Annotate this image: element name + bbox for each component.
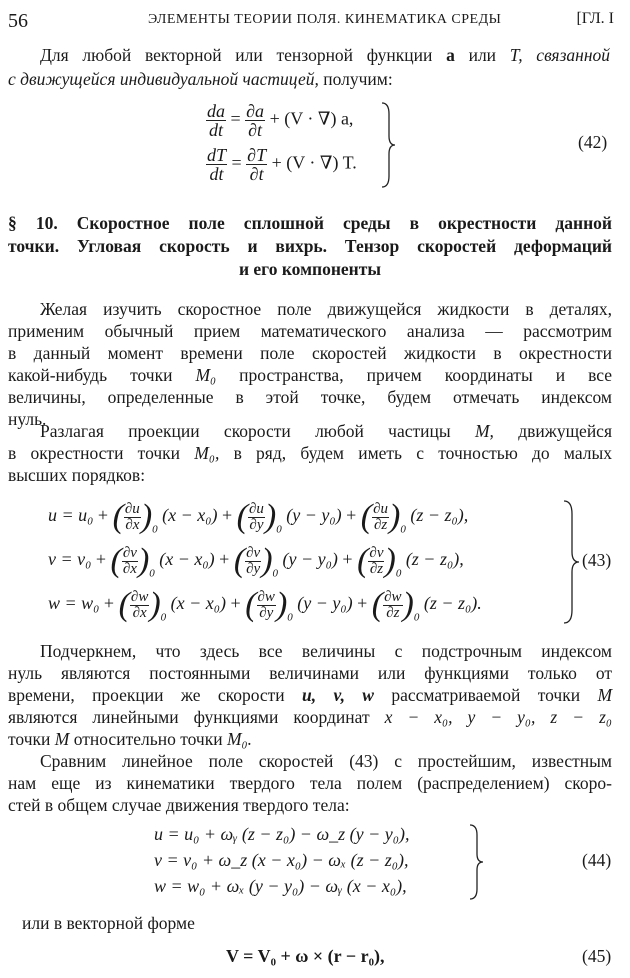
paragraph-2: Разлагая проекции скорости любой частицы M, движущейся в окрестности точки M₀, в ряд, будем иметь с точностью до малых высших порядков: xyxy=(8,421,613,485)
section-title-line-1: § 10. Скоростное поле сплошной среды в окрестности данной xyxy=(8,213,612,233)
running-title: ЭЛЕМЕНТЫ ТЕОРИИ ПОЛЯ. КИНЕМАТИКА СРЕДЫ xyxy=(148,12,502,27)
equation-42-row-1: $\frac{da}{dt}$ = $\frac{\partial a}{\partial t}$ + (V · ∇) a, xyxy=(207,101,354,140)
equation-44-row-2: v = v₀ + ω_z (x − x₀) − ωₓ (z − z₀), xyxy=(154,850,409,870)
equation-43-number: (43) xyxy=(582,550,612,570)
equation-43-brace xyxy=(562,498,580,626)
page-header xyxy=(8,10,614,34)
section-title xyxy=(8,212,612,281)
vector-form-intro: или в векторной форме xyxy=(22,913,195,933)
chapter-label: [ГЛ. I xyxy=(576,10,614,27)
equation-42-number: (42) xyxy=(578,132,608,152)
equation-43-row-2: v = v₀ + ( $\frac{\partial v}{\partial x}$ )$_0$ (x − x₀) + ( $\frac{\partial v}{\partial y}$ )$_0$ (y − y₀) + ( $\frac{\partial v}{\partial z}$ )$_0$ (z − z₀), xyxy=(48,542,464,580)
page-number: 56 xyxy=(8,10,28,32)
equation-44-row-3: w = w₀ + ωₓ (y − y₀) − ωᵧ (x − x₀), xyxy=(154,876,407,896)
equation-44-brace xyxy=(468,822,484,902)
equation-42-brace xyxy=(380,100,396,190)
equation-43-row-1: u = u₀ + ( $\frac{\partial u}{\partial x}$ )$_0$ (x − x₀) + ( $\frac{\partial u}{\partial y}$ )$_0$ (y − y₀) + ( $\frac{\partial u}{\partial z}$ )$_0$ (z − z₀), xyxy=(48,498,469,536)
paragraph-3: Подчеркнем, что здесь все величины с подстрочным индексом нуль являются постоянными величинами или функциями только от времени, проекции же скорости u, v, w рассматриваемой точки M являются линейными функциями координат x − x₀, y − y₀, z − z₀ точки M относительно точки M₀. xyxy=(8,641,613,749)
section-title-line-3: и его компоненты xyxy=(238,259,382,279)
intro-line-2: с движущейся индивидуальной частицей, получим: xyxy=(8,69,393,89)
section-title-line-2: точки. Угловая скорость и вихрь. Тензор скоростей деформаций xyxy=(8,236,612,256)
equation-45-number: (45) xyxy=(582,946,612,966)
equation-45: V = V₀ + ω × (r − r₀), xyxy=(226,946,385,966)
equation-44-row-1: u = u₀ + ωᵧ (z − z₀) − ω_z (y − y₀), xyxy=(154,824,410,844)
equation-44-number: (44) xyxy=(582,850,612,870)
paragraph-1: Желая изучить скоростное поле движущейся жидкости в деталях, применим обычный прием математического анализа — рассмотрим в данный момент времени поле скоростей жидкости в окрестности какой-нибудь точки M₀ пространства, причем координаты и все величины, определенные в этой точке, будем отмечать индексом нуль. xyxy=(8,299,613,429)
intro-line-1: Для любой векторной или тензорной функции a или T, связанной xyxy=(40,45,611,65)
paragraph-4: Сравним линейное поле скоростей (43) с простейшим, известным нам еще из кинематики твердого тела полем (распределением) скоро- стей в общем случае движения твердого тела: xyxy=(8,751,612,815)
equation-42-row-2: $\frac{dT}{dt}$ = $\frac{\partial T}{\partial t}$ + (V · ∇) T. xyxy=(207,145,357,184)
equation-43-row-3: w = w₀ + ( $\frac{\partial w}{\partial x}$ )$_0$ (x − x₀) + ( $\frac{\partial w}{\partial y}$ )$_0$ (y − y₀) + ( $\frac{\partial w}{\partial z}$ )$_0$ (z − z₀). xyxy=(48,586,482,624)
